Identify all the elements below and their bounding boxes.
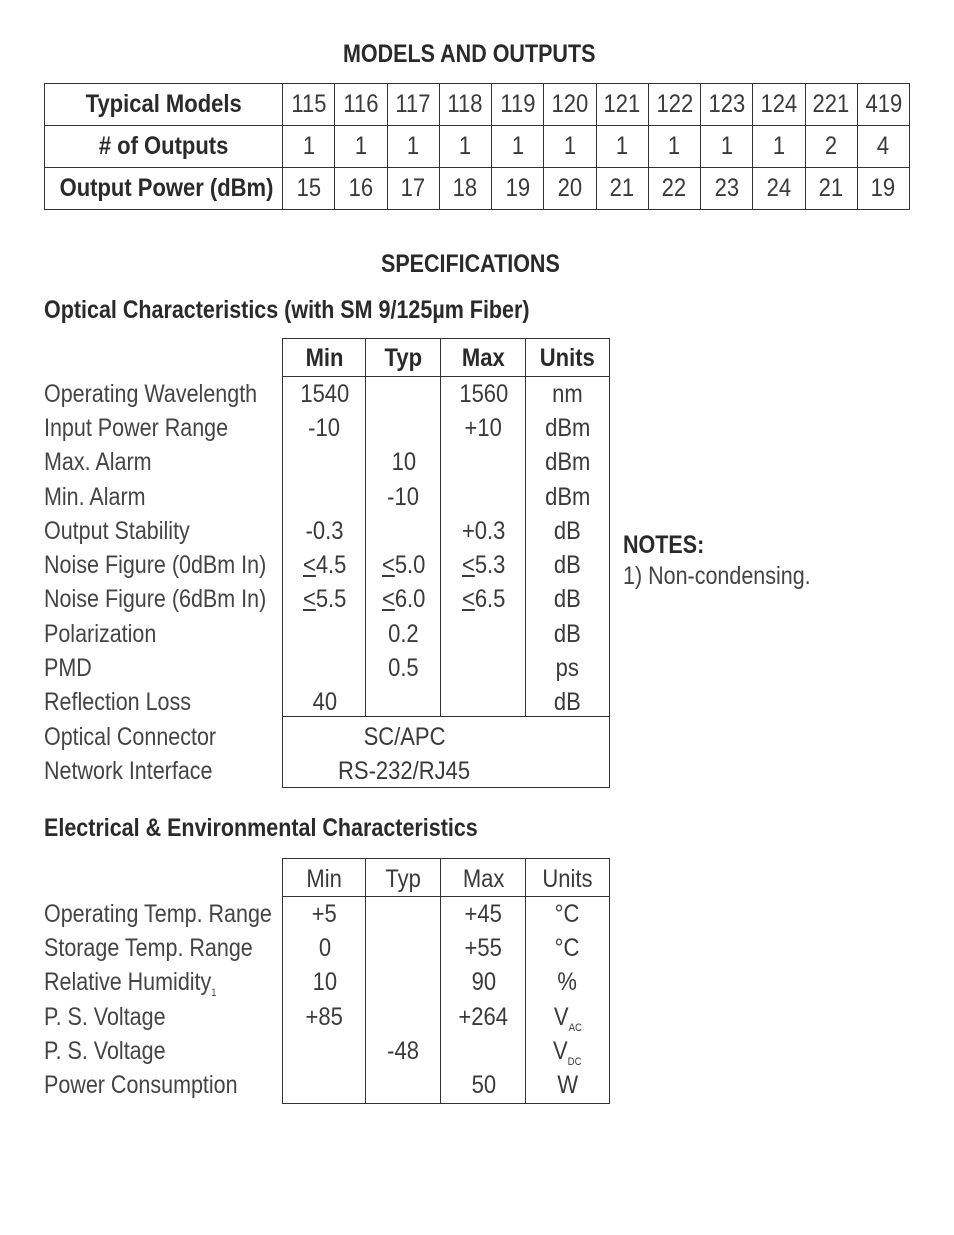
row-label: P. S. Voltage — [44, 1037, 166, 1065]
table-cell: 1 — [439, 126, 491, 168]
row-header: Typical Models — [45, 84, 283, 126]
row-label: Min. Alarm — [44, 483, 146, 511]
cell-typ — [366, 897, 441, 931]
row-label: Operating Temp. Range — [44, 900, 272, 928]
table-cell: 1 — [701, 126, 753, 168]
row-label: PMD — [44, 654, 92, 682]
row-label: Noise Figure (6dBm In) — [44, 585, 267, 613]
table-cell: 1 — [544, 126, 596, 168]
cell-min: -0.3 — [305, 517, 344, 545]
cell-span-value: SC/APC — [363, 723, 446, 751]
cell-units: dB — [554, 517, 581, 545]
row-label: Output Stability — [44, 517, 190, 545]
cell-typ: 10 — [391, 448, 416, 476]
table-cell: 1 — [753, 126, 805, 168]
less-equal-symbol: < — [381, 585, 395, 613]
cell-span-value: RS-232/RJ45 — [338, 757, 471, 785]
row-label: Power Consumption — [44, 1071, 238, 1099]
cell-min — [283, 445, 366, 479]
note-item: 1) Non-condensing. — [623, 562, 811, 590]
table-cell: 19 — [857, 168, 909, 210]
cell-units: dB — [554, 585, 581, 613]
cell-min: +5 — [311, 900, 338, 928]
cell-typ: 0.5 — [388, 654, 419, 682]
cell-typ: <6.0 — [381, 585, 426, 613]
row-label: Polarization — [44, 620, 157, 648]
cell-min — [283, 1034, 366, 1068]
cell-max: +45 — [464, 900, 503, 928]
row-label: Input Power Range — [44, 414, 229, 442]
row-label: P. S. Voltage — [44, 1003, 166, 1031]
table-cell: 15 — [283, 168, 335, 210]
cell-units: dB — [554, 551, 581, 579]
table-cell: 116 — [335, 84, 387, 126]
cell-typ — [366, 1000, 441, 1034]
footnote-marker: 1 — [211, 987, 217, 999]
table-row — [45, 84, 910, 126]
cell-typ — [366, 931, 441, 965]
table-cell: 122 — [648, 84, 700, 126]
table-cell: 2 — [805, 126, 857, 168]
cell-typ: -10 — [387, 483, 420, 511]
cell-min — [283, 617, 366, 651]
cell-min: 0 — [318, 934, 331, 962]
table-cell: 22 — [648, 168, 700, 210]
cell-min: 10 — [312, 968, 337, 996]
table-cell: 124 — [753, 84, 805, 126]
table-cell: 16 — [335, 168, 387, 210]
cell-units: nm — [552, 380, 583, 408]
cell-max: +264 — [458, 1003, 509, 1031]
cell-min: 1540 — [300, 380, 349, 408]
column-header-units: Units — [542, 865, 593, 893]
row-label: Relative Humidity$_1$ — [44, 968, 217, 999]
less-equal-symbol: < — [302, 551, 316, 579]
column-header-min: Min — [305, 344, 344, 372]
cell-typ — [366, 514, 441, 548]
cell-max: 1560 — [459, 380, 508, 408]
cell-min: -10 — [308, 414, 341, 442]
column-header-units: Units — [540, 344, 595, 372]
row-label: Reflection Loss — [44, 688, 192, 716]
cell-max: <5.3 — [461, 551, 506, 579]
cell-typ — [366, 1068, 441, 1102]
column-header-typ: Typ — [384, 344, 423, 372]
cell-min: <5.5 — [302, 585, 347, 613]
table-cell: 4 — [857, 126, 909, 168]
table-cell: 221 — [805, 84, 857, 126]
optical-heading: Optical Characteristics (with SM 9/125µm Fiber) — [44, 296, 530, 324]
cell-min: 40 — [312, 688, 337, 716]
row-label: Optical Connector — [44, 723, 217, 751]
cell-max — [441, 480, 526, 514]
cell-min: +85 — [305, 1003, 344, 1031]
cell-typ: 0.2 — [388, 620, 419, 648]
specifications-title: SPECIFICATIONS — [381, 250, 560, 278]
table-cell: 21 — [596, 168, 648, 210]
table-cell: 118 — [439, 84, 491, 126]
cell-units: dBm — [544, 448, 591, 476]
column-header-max: Max — [462, 344, 505, 372]
table-row — [45, 126, 910, 168]
table-cell: 121 — [596, 84, 648, 126]
cell-typ — [366, 411, 441, 445]
cell-typ: -48 — [387, 1037, 420, 1065]
cell-max — [441, 651, 526, 685]
cell-units: dBm — [544, 483, 591, 511]
row-label: Noise Figure (0dBm In) — [44, 551, 267, 579]
cell-max — [441, 1034, 526, 1068]
table-cell: 115 — [283, 84, 335, 126]
cell-max: +0.3 — [461, 517, 506, 545]
table-cell: 21 — [805, 168, 857, 210]
cell-units: % — [557, 968, 578, 996]
table-cell: 117 — [387, 84, 439, 126]
table-cell: 1 — [387, 126, 439, 168]
cell-typ — [366, 685, 441, 719]
table-cell: 1 — [492, 126, 544, 168]
less-equal-symbol: < — [302, 585, 316, 613]
cell-units: dB — [554, 688, 581, 716]
cell-units: $V_{AC}$ — [553, 1003, 582, 1034]
table-cell: 18 — [439, 168, 491, 210]
cell-min — [283, 1068, 366, 1102]
electrical-heading: Electrical & Environmental Characteristics — [44, 814, 478, 842]
cell-units: dB — [554, 620, 581, 648]
cell-max: <6.5 — [461, 585, 506, 613]
row-label: Max. Alarm — [44, 448, 152, 476]
cell-units: W — [557, 1071, 578, 1099]
cell-units: ps — [555, 654, 580, 682]
cell-max: +55 — [464, 934, 503, 962]
row-header: Output Power (dBm) — [45, 168, 283, 210]
less-equal-symbol: < — [461, 585, 475, 613]
models-title: MODELS AND OUTPUTS — [343, 40, 596, 68]
cell-units: $V_{DC}$ — [553, 1037, 582, 1068]
table-cell: 119 — [492, 84, 544, 126]
table-cell: 24 — [753, 168, 805, 210]
table-cell: 17 — [387, 168, 439, 210]
row-label: Operating Wavelength — [44, 380, 258, 408]
cell-max — [441, 685, 526, 719]
column-header-max: Max — [462, 865, 505, 893]
table-cell: 419 — [857, 84, 909, 126]
cell-max: +10 — [464, 414, 503, 442]
row-header: # of Outputs — [45, 126, 283, 168]
less-equal-symbol: < — [381, 551, 395, 579]
table-row — [45, 168, 910, 210]
cell-typ — [366, 965, 441, 999]
cell-min: <4.5 — [302, 551, 347, 579]
column-header-min: Min — [306, 865, 343, 893]
cell-max — [441, 617, 526, 651]
table-cell: 19 — [492, 168, 544, 210]
table-cell: 20 — [544, 168, 596, 210]
cell-typ — [366, 377, 441, 411]
cell-units: °C — [555, 934, 580, 962]
table-cell: 1 — [283, 126, 335, 168]
cell-max — [441, 445, 526, 479]
row-label: Storage Temp. Range — [44, 934, 253, 962]
table-cell: 1 — [335, 126, 387, 168]
cell-units: dBm — [544, 414, 591, 442]
models-table — [44, 83, 910, 210]
table-cell: 123 — [701, 84, 753, 126]
cell-max: 50 — [471, 1071, 496, 1099]
cell-typ: <5.0 — [381, 551, 426, 579]
column-header-typ: Typ — [385, 865, 422, 893]
table-cell: 23 — [701, 168, 753, 210]
table-cell: 1 — [648, 126, 700, 168]
row-label: Network Interface — [44, 757, 213, 785]
less-equal-symbol: < — [461, 551, 475, 579]
table-cell: 1 — [596, 126, 648, 168]
cell-min — [283, 480, 366, 514]
notes-heading: NOTES: — [623, 531, 705, 559]
cell-min — [283, 651, 366, 685]
cell-units: °C — [555, 900, 580, 928]
cell-max: 90 — [471, 968, 496, 996]
table-cell: 120 — [544, 84, 596, 126]
